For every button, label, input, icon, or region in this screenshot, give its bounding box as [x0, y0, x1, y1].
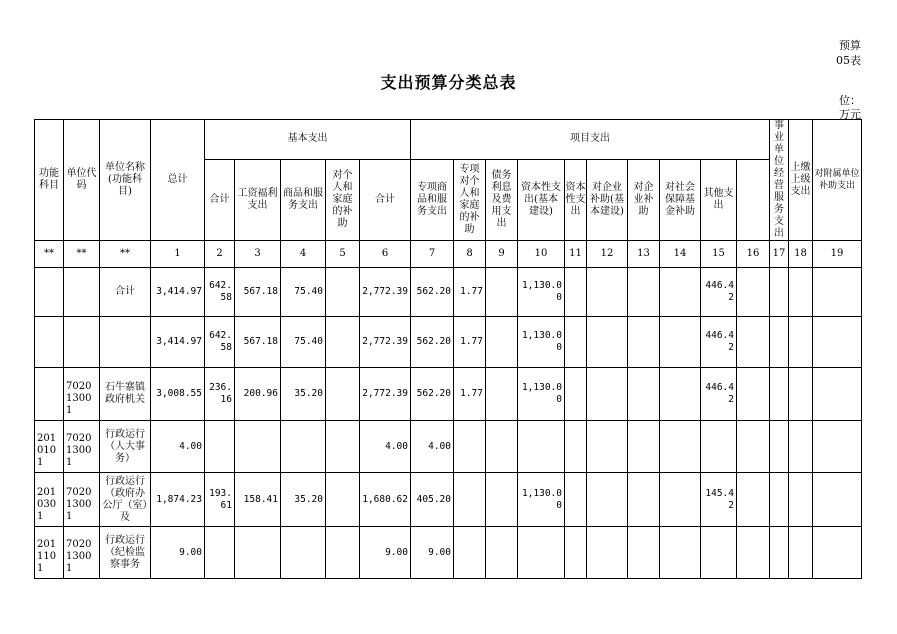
- value-cell: 193.61: [205, 473, 235, 527]
- value-cell: [235, 421, 281, 473]
- index-cell: 19: [813, 241, 862, 268]
- value-cell: [813, 268, 862, 317]
- header-unit-name: 单位名称(功能科目): [100, 120, 151, 241]
- value-cell: [660, 268, 701, 317]
- value-cell: 3,414.97: [151, 317, 205, 368]
- value-cell: 562.20: [411, 268, 454, 317]
- value-cell: 446.42: [701, 268, 737, 317]
- value-cell: [628, 368, 660, 421]
- value-cell: [770, 368, 789, 421]
- table-row: [35, 268, 862, 317]
- unit-code-cell: 702013001: [64, 368, 100, 421]
- value-cell: [660, 527, 701, 579]
- index-cell: 2: [205, 241, 235, 268]
- unit-name-cell: 石牛寨镇政府机关: [100, 368, 151, 421]
- value-cell: [587, 368, 628, 421]
- index-cell: 8: [454, 241, 486, 268]
- index-cell: 14: [660, 241, 701, 268]
- value-cell: [813, 317, 862, 368]
- header-proj-subsidy: 专项对个人和家庭的补助: [454, 159, 486, 240]
- value-cell: [486, 527, 518, 579]
- value-cell: [486, 268, 518, 317]
- value-cell: 75.40: [281, 317, 326, 368]
- header-capital: 资本性支出: [565, 159, 587, 240]
- value-cell: [770, 421, 789, 473]
- header-proj-sum: 合计: [360, 159, 411, 240]
- value-cell: [587, 268, 628, 317]
- value-cell: 1,130.00: [518, 368, 565, 421]
- value-cell: 562.20: [411, 317, 454, 368]
- value-cell: 3,414.97: [151, 268, 205, 317]
- table-row: [35, 527, 862, 579]
- value-cell: [628, 421, 660, 473]
- value-cell: 567.18: [235, 317, 281, 368]
- index-cell: 10: [518, 241, 565, 268]
- value-cell: [326, 421, 360, 473]
- index-cell: 18: [789, 241, 813, 268]
- value-cell: 1.77: [454, 317, 486, 368]
- func-subject-cell: 2010301: [35, 473, 64, 527]
- value-cell: [660, 473, 701, 527]
- index-cell: 17: [770, 241, 789, 268]
- value-cell: 4.00: [151, 421, 205, 473]
- header-ent-basic: 对企业补助(基本建设): [587, 159, 628, 240]
- value-cell: [565, 421, 587, 473]
- header-subsidy: 对个人和家庭的补助: [326, 159, 360, 240]
- index-cell: **: [100, 241, 151, 268]
- value-cell: [326, 268, 360, 317]
- header-proj-goods: 专项商品和服务支出: [411, 159, 454, 240]
- header-affil: 对附属单位补助支出: [813, 120, 862, 241]
- value-cell: [628, 527, 660, 579]
- value-cell: [737, 317, 770, 368]
- value-cell: [565, 527, 587, 579]
- value-cell: [737, 268, 770, 317]
- value-cell: [770, 317, 789, 368]
- table-row: [35, 473, 862, 527]
- header-basic: 基本支出: [205, 120, 411, 160]
- unit-code-cell: 702013001: [64, 473, 100, 527]
- value-cell: [281, 527, 326, 579]
- value-cell: [205, 527, 235, 579]
- index-row: [35, 241, 862, 268]
- index-cell: 4: [281, 241, 326, 268]
- index-cell: 11: [565, 241, 587, 268]
- header-row-1: [35, 120, 862, 160]
- value-cell: 2,772.39: [360, 368, 411, 421]
- value-cell: [770, 268, 789, 317]
- unit-label: [839, 94, 861, 122]
- index-cell: 13: [628, 241, 660, 268]
- value-cell: [326, 317, 360, 368]
- value-cell: [628, 473, 660, 527]
- value-cell: [326, 527, 360, 579]
- value-cell: 158.41: [235, 473, 281, 527]
- value-cell: [486, 368, 518, 421]
- value-cell: [486, 473, 518, 527]
- header-ent: 对企业补助: [628, 159, 660, 240]
- value-cell: 2,772.39: [360, 317, 411, 368]
- table-row: [35, 421, 862, 473]
- corner-line-2: 05表: [836, 54, 861, 67]
- func-subject-cell: 2010101: [35, 421, 64, 473]
- header-wage: 工资福利支出: [235, 159, 281, 240]
- value-cell: [565, 368, 587, 421]
- index-cell: 1: [151, 241, 205, 268]
- value-cell: [326, 473, 360, 527]
- value-cell: [486, 317, 518, 368]
- header-unit-code: 单位代码: [64, 120, 100, 241]
- value-cell: [660, 368, 701, 421]
- value-cell: [235, 527, 281, 579]
- index-cell: **: [35, 241, 64, 268]
- value-cell: [518, 421, 565, 473]
- unit-name-cell: 行政运行（政府办公厅（室）及: [100, 473, 151, 527]
- value-cell: [565, 268, 587, 317]
- value-cell: 1.77: [454, 368, 486, 421]
- value-cell: [770, 473, 789, 527]
- value-cell: 200.96: [235, 368, 281, 421]
- value-cell: 35.20: [281, 473, 326, 527]
- value-cell: [660, 317, 701, 368]
- value-cell: 446.42: [701, 317, 737, 368]
- value-cell: 405.20: [411, 473, 454, 527]
- value-cell: [813, 421, 862, 473]
- value-cell: [565, 317, 587, 368]
- index-cell: 16: [737, 241, 770, 268]
- unit-name-cell: 行政运行（人大事务）: [100, 421, 151, 473]
- value-cell: [660, 421, 701, 473]
- value-cell: [326, 368, 360, 421]
- value-cell: [813, 473, 862, 527]
- header-project: 项目支出: [411, 120, 770, 160]
- unit-code-cell: 702013001: [64, 421, 100, 473]
- value-cell: [205, 421, 235, 473]
- value-cell: [628, 268, 660, 317]
- value-cell: 75.40: [281, 268, 326, 317]
- value-cell: 236.16: [205, 368, 235, 421]
- value-cell: 1,130.00: [518, 268, 565, 317]
- value-cell: 9.00: [151, 527, 205, 579]
- value-cell: [737, 368, 770, 421]
- header-other: 其他支出: [701, 159, 737, 240]
- value-cell: [789, 421, 813, 473]
- header-biz: 事业单位经营服务支出: [770, 120, 789, 241]
- value-cell: [701, 527, 737, 579]
- value-cell: [789, 473, 813, 527]
- index-cell: **: [64, 241, 100, 268]
- index-cell: 9: [486, 241, 518, 268]
- value-cell: 4.00: [360, 421, 411, 473]
- value-cell: [454, 421, 486, 473]
- corner-label: [836, 38, 861, 68]
- unit-name-cell: 合计: [100, 268, 151, 317]
- index-cell: 6: [360, 241, 411, 268]
- value-cell: 145.42: [701, 473, 737, 527]
- func-subject-cell: [35, 268, 64, 317]
- value-cell: [789, 368, 813, 421]
- value-cell: 3,008.55: [151, 368, 205, 421]
- value-cell: [486, 421, 518, 473]
- value-cell: [587, 527, 628, 579]
- header-basic-sum: 合计: [205, 159, 235, 240]
- index-cell: 15: [701, 241, 737, 268]
- unit-line-1: 位：: [839, 94, 861, 107]
- value-cell: [454, 527, 486, 579]
- header-social: 对社会保障基金补助: [660, 159, 701, 240]
- value-cell: 4.00: [411, 421, 454, 473]
- func-subject-cell: [35, 317, 64, 368]
- index-cell: 3: [235, 241, 281, 268]
- value-cell: 1,680.62: [360, 473, 411, 527]
- value-cell: 35.20: [281, 368, 326, 421]
- header-debt: 债务利息及费用支出: [486, 159, 518, 240]
- value-cell: [813, 527, 862, 579]
- header-goods: 商品和服务支出: [281, 159, 326, 240]
- value-cell: [789, 268, 813, 317]
- value-cell: 9.00: [360, 527, 411, 579]
- value-cell: 562.20: [411, 368, 454, 421]
- header-capital-basic: 资本性支出(基本建设): [518, 159, 565, 240]
- unit-name-cell: 行政运行（纪检监察事务: [100, 527, 151, 579]
- value-cell: [628, 317, 660, 368]
- table-body: [35, 268, 862, 579]
- value-cell: 1.77: [454, 268, 486, 317]
- unit-code-cell: 702013001: [64, 527, 100, 579]
- value-cell: [789, 527, 813, 579]
- value-cell: 2,772.39: [360, 268, 411, 317]
- value-cell: 1,130.00: [518, 473, 565, 527]
- value-cell: [813, 368, 862, 421]
- value-cell: [737, 473, 770, 527]
- unit-code-cell: [64, 317, 100, 368]
- value-cell: [770, 527, 789, 579]
- index-cell: 7: [411, 241, 454, 268]
- value-cell: [587, 473, 628, 527]
- value-cell: 9.00: [411, 527, 454, 579]
- value-cell: 1,130.00: [518, 317, 565, 368]
- value-cell: 1,874.23: [151, 473, 205, 527]
- func-subject-cell: 2011101: [35, 527, 64, 579]
- value-cell: [587, 317, 628, 368]
- value-cell: [789, 317, 813, 368]
- func-subject-cell: [35, 368, 64, 421]
- value-cell: 446.42: [701, 368, 737, 421]
- value-cell: 642.58: [205, 317, 235, 368]
- header-upper: 上缴上级支出: [789, 120, 813, 241]
- budget-table: [34, 119, 862, 579]
- corner-line-1: 预算: [839, 39, 861, 52]
- page-title: 支出预算分类总表: [380, 73, 517, 92]
- table-row: [35, 317, 862, 368]
- header-total: 总计: [151, 120, 205, 241]
- value-cell: [281, 421, 326, 473]
- value-cell: [454, 473, 486, 527]
- unit-code-cell: [64, 268, 100, 317]
- value-cell: [701, 421, 737, 473]
- value-cell: [518, 527, 565, 579]
- value-cell: [737, 527, 770, 579]
- value-cell: [737, 421, 770, 473]
- unit-line-2: 万元: [839, 108, 861, 121]
- index-cell: 12: [587, 241, 628, 268]
- value-cell: [587, 421, 628, 473]
- table-row: [35, 368, 862, 421]
- header-func-subject: 功能科目: [35, 120, 64, 241]
- unit-name-cell: [100, 317, 151, 368]
- value-cell: 642.58: [205, 268, 235, 317]
- value-cell: 567.18: [235, 268, 281, 317]
- value-cell: [565, 473, 587, 527]
- index-cell: 5: [326, 241, 360, 268]
